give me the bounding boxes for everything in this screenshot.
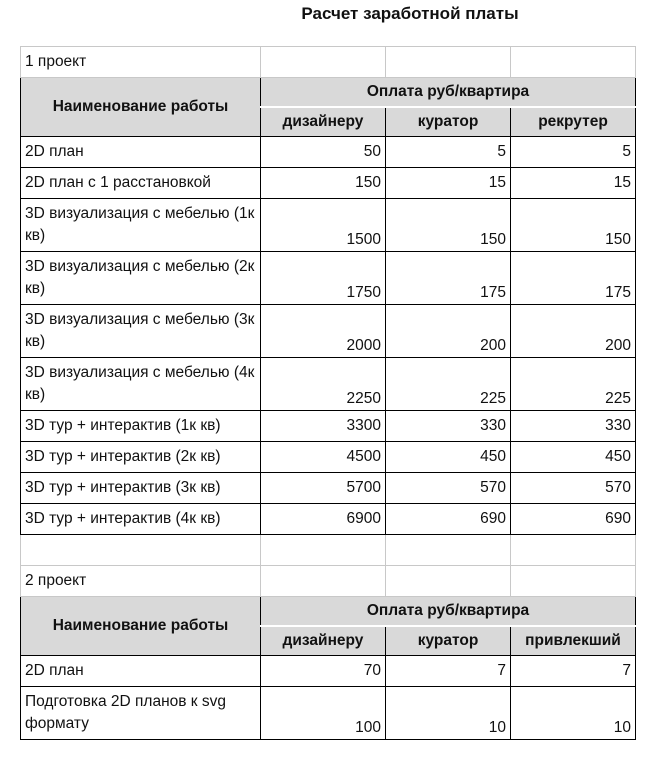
work-name: 2D план <box>21 137 261 168</box>
recruiter-pay: 200 <box>511 305 636 358</box>
col-header-curator: куратор <box>386 107 511 137</box>
empty-cell <box>511 535 636 566</box>
recruiter-pay: 690 <box>511 504 636 535</box>
designer-pay: 6900 <box>261 504 386 535</box>
header-row <box>21 597 636 627</box>
work-name: 3D визуализация с мебелью (1к кв) <box>21 199 261 252</box>
designer-pay: 2250 <box>261 358 386 411</box>
empty-cell <box>386 47 511 78</box>
recruiter-pay: 15 <box>511 168 636 199</box>
work-name: 2D план с 1 расстановкой <box>21 168 261 199</box>
designer-pay: 2000 <box>261 305 386 358</box>
table-row <box>21 504 636 535</box>
work-name-header: Наименование работы <box>21 597 261 656</box>
empty-cell <box>261 566 386 597</box>
table-row <box>21 358 636 411</box>
project-label-row <box>21 47 636 78</box>
designer-pay: 3300 <box>261 411 386 442</box>
work-name: Подготовка 2D планов к svg формату <box>21 687 261 740</box>
page-title-text: Расчет заработной платы <box>301 4 519 23</box>
project-label: 1 проект <box>21 47 261 78</box>
table-row <box>21 442 636 473</box>
designer-pay: 1750 <box>261 252 386 305</box>
work-name: 3D визуализация с мебелью (2к кв) <box>21 252 261 305</box>
table-row <box>21 305 636 358</box>
table-row <box>21 168 636 199</box>
table-row <box>21 137 636 168</box>
col-header-recruiter: рекрутер <box>511 107 636 137</box>
project-label: 2 проект <box>21 566 261 597</box>
payment-group-header: Оплата руб/квартира <box>261 78 636 108</box>
curator-pay: 225 <box>386 358 511 411</box>
curator-pay: 5 <box>386 137 511 168</box>
designer-pay: 5700 <box>261 473 386 504</box>
table-row <box>21 473 636 504</box>
table-row <box>21 656 636 687</box>
curator-pay: 690 <box>386 504 511 535</box>
referrer-pay: 7 <box>511 656 636 687</box>
designer-pay: 4500 <box>261 442 386 473</box>
recruiter-pay: 175 <box>511 252 636 305</box>
curator-pay: 15 <box>386 168 511 199</box>
curator-pay: 330 <box>386 411 511 442</box>
curator-pay: 450 <box>386 442 511 473</box>
recruiter-pay: 570 <box>511 473 636 504</box>
designer-pay: 1500 <box>261 199 386 252</box>
empty-cell <box>386 566 511 597</box>
work-name-header: Наименование работы <box>21 78 261 137</box>
empty-cell <box>261 47 386 78</box>
work-name: 3D тур + интерактив (3к кв) <box>21 473 261 504</box>
curator-pay: 7 <box>386 656 511 687</box>
recruiter-pay: 330 <box>511 411 636 442</box>
empty-cell <box>261 535 386 566</box>
header-row <box>21 78 636 108</box>
table-row <box>21 411 636 442</box>
recruiter-pay: 225 <box>511 358 636 411</box>
table-row <box>21 252 636 305</box>
empty-cell <box>21 535 261 566</box>
curator-pay: 570 <box>386 473 511 504</box>
curator-pay: 150 <box>386 199 511 252</box>
work-name: 3D визуализация с мебелью (4к кв) <box>21 358 261 411</box>
work-name: 3D тур + интерактив (4к кв) <box>21 504 261 535</box>
work-name: 3D визуализация с мебелью (3к кв) <box>21 305 261 358</box>
payment-group-header: Оплата руб/квартира <box>261 597 636 627</box>
designer-pay: 150 <box>261 168 386 199</box>
referrer-pay: 10 <box>511 687 636 740</box>
work-name: 3D тур + интерактив (2к кв) <box>21 442 261 473</box>
page-title <box>0 4 669 24</box>
col-header-referrer: привлекший <box>511 626 636 656</box>
curator-pay: 200 <box>386 305 511 358</box>
work-name: 3D тур + интерактив (1к кв) <box>21 411 261 442</box>
col-header-designer: дизайнеру <box>261 626 386 656</box>
work-name: 2D план <box>21 656 261 687</box>
empty-cell <box>511 566 636 597</box>
designer-pay: 100 <box>261 687 386 740</box>
designer-pay: 50 <box>261 137 386 168</box>
empty-cell <box>511 47 636 78</box>
curator-pay: 175 <box>386 252 511 305</box>
empty-row <box>21 535 636 566</box>
recruiter-pay: 450 <box>511 442 636 473</box>
table-row <box>21 199 636 252</box>
col-header-designer: дизайнеру <box>261 107 386 137</box>
project-label-row <box>21 566 636 597</box>
col-header-curator: куратор <box>386 626 511 656</box>
recruiter-pay: 150 <box>511 199 636 252</box>
curator-pay: 10 <box>386 687 511 740</box>
empty-cell <box>386 535 511 566</box>
recruiter-pay: 5 <box>511 137 636 168</box>
table-row <box>21 687 636 740</box>
designer-pay: 70 <box>261 656 386 687</box>
salary-table-1 <box>20 46 636 740</box>
